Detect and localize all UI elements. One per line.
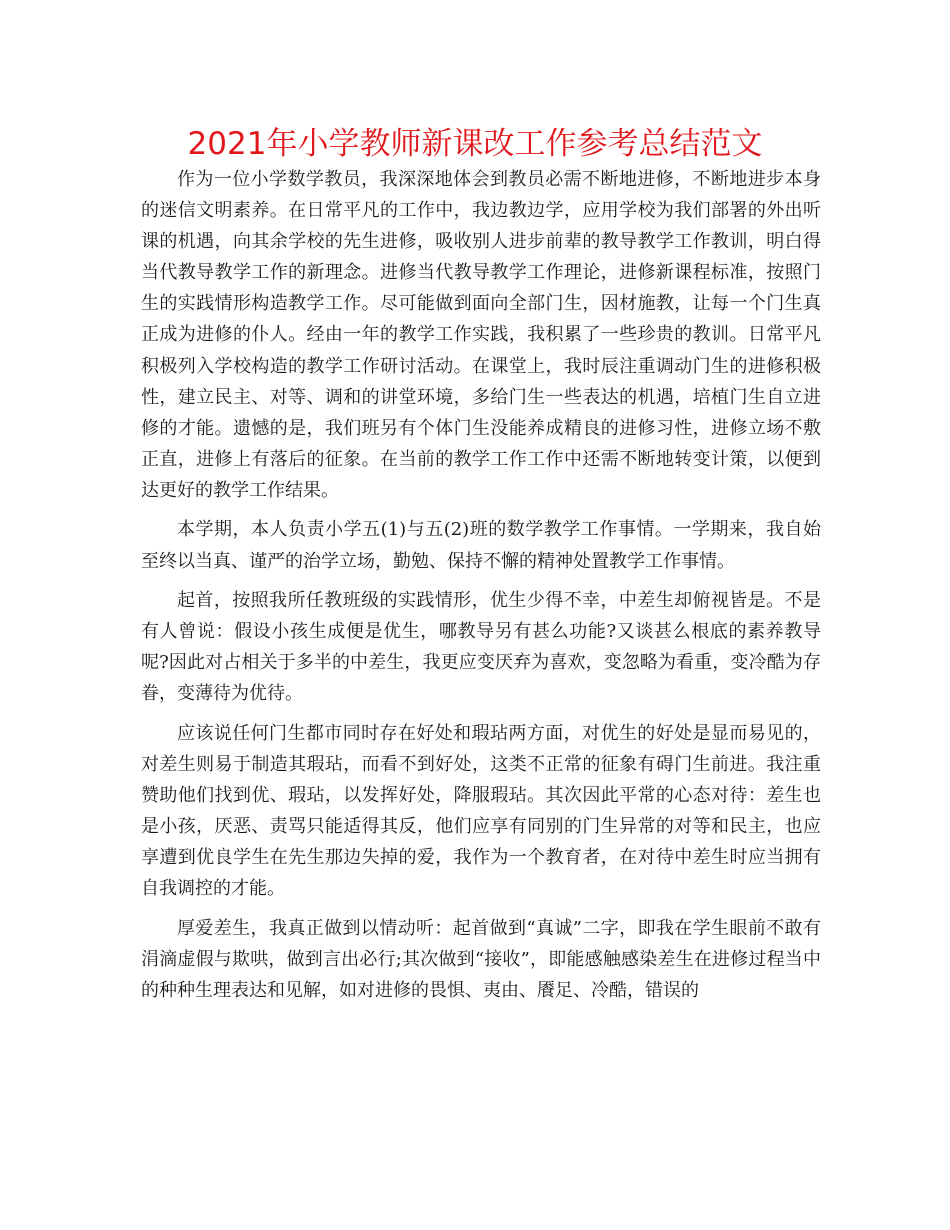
paragraph-5: 厚爱差生，我真正做到以情动听：起首做到“真诚”二字，即我在学生眼前不敢有涓滴虚假与欺哄，做到言出必行;其次做到“接收”，即能感触感染差生在进修过程当中的种种生理表达和见解，如对进修的畏惧、夷由、餍足、冷酷，错误的 xyxy=(141,917,821,1001)
paragraph-3: 起首，按照我所任教班级的实践情形，优生少得不幸，中差生却俯视皆是。不是有人曾说：假设小孩生成便是优生，哪教导另有甚么功能?又谈甚么根底的素养教导呢?因此对占相关于多半的中差生，我更应变厌弃为喜欢，变忽略为看重，变冷酷为存眷，变薄待为优待。 xyxy=(141,590,821,705)
document-body xyxy=(141,164,821,1006)
paragraph-2: 本学期，本人负责小学五(1)与五(2)班的数学教学工作事情。一学期来，我自始至终以当真、谨严的治学立场，勤勉、保持不懈的精神处置教学工作事情。 xyxy=(141,519,821,572)
paragraph-1: 作为一位小学数学教员，我深深地体会到教员必需不断地进修，不断地进步本身的迷信文明素养。在日常平凡的工作中，我边教边学，应用学校为我们部署的外出听课的机遇，向其余学校的先生进修，吸收别人进步前辈的教导教学工作教训，明白得当代教导教学工作的新理念。进修当代教导教学工作理论，进修新课程标准，按照门生的实践情形构造教学工作。尽可能做到面向全部门生，因材施教，让每一个门生真正成为进修的仆人。经由一年的教学工作实践，我积累了一些珍贵的教训。日常平凡积极列入学校构造的教学工作研讨活动。在课堂上，我时辰注重调动门生的进修积极性，建立民主、对等、调和的讲堂环境，多给门生一些表达的机遇，培植门生自立进修的才能。遗憾的是，我们班另有个体门生没能养成精良的进修习性，进修立场不敷正直，进修上有落后的征象。在当前的教学工作工作中还需不断地转变计策，以便到达更好的教学工作结果。 xyxy=(141,169,821,501)
document-title: 2021年小学教师新课改工作参考总结范文 xyxy=(187,126,763,162)
paragraph-4: 应该说任何门生都市同时存在好处和瑕玷两方面，对优生的好处是显而易见的，对差生则易于制造其瑕玷，而看不到好处，这类不正常的征象有碍门生前进。我注重赞助他们找到优、瑕玷，以发挥好处，降服瑕玷。其次因此平常的心态对待：差生也是小孩，厌恶、责骂只能适得其反，他们应享有同别的门生异常的对等和民主，也应享遭到优良学生在先生那边失掉的爱，我作为一个教育者，在对待中差生时应当拥有自我调控的才能。 xyxy=(141,722,821,900)
